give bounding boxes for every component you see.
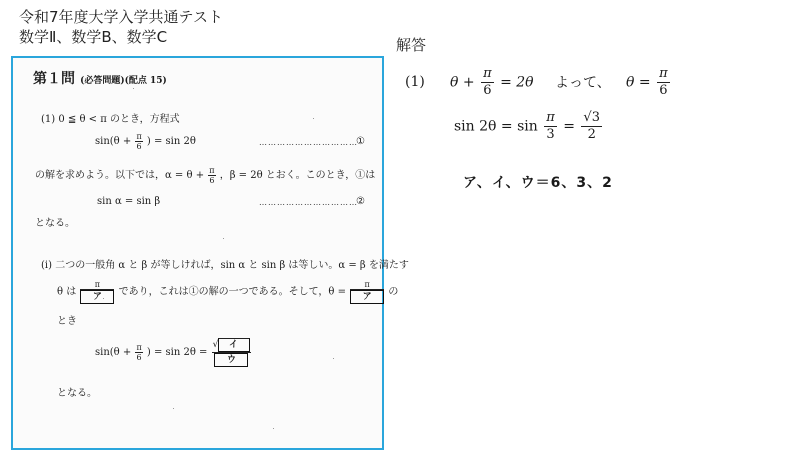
solution-line-1 [450,66,534,99]
subpart-i-line2 [57,280,398,304]
question-heading [33,68,167,88]
eq1-left: sin(θ + [95,136,132,147]
eq3-answer-fraction [212,338,252,367]
part1-text: 0 ≦ θ < π のとき，方程式 [58,114,180,125]
subpart-i-text: 二つの一般角 α と β が等しければ，sin α と sin β は等しい。α = β を満たす [55,260,409,271]
eq3-answer-num: √ イ [212,338,252,353]
eq3-frac-num: π [136,343,142,352]
sol-l1-b: = 2θ [500,74,534,91]
scan-speckle [223,238,224,239]
sol-l2-a: sin 2θ = sin [454,118,538,135]
eq3-frac-den: 6 [136,353,142,362]
answer-box-a: ア [80,290,114,304]
subpart-i-label: (i) [41,260,53,271]
scan-speckle [103,298,104,299]
scan-speckle [273,428,274,429]
eq3-mid: ) = sin 2θ = [146,347,208,358]
equation-3 [95,338,252,367]
eq1-right: ) = sin 2θ [146,136,196,147]
para2-b: ，β = 2θ とおく。このとき，①は [219,170,376,181]
sol-l1-six: 6 [483,83,492,98]
sol-theta-six: 6 [659,83,668,98]
sol-l2-fraction [544,110,557,143]
answer-fraction-a2 [350,280,384,304]
eq2-marker: ② [356,196,365,207]
eq3-left: sin(θ + [95,347,132,358]
frac-a1-den [80,290,114,304]
sol-l2-eq: = [563,118,575,135]
sol-l2-three: 3 [546,127,555,142]
answer-box-u: ウ [214,353,248,367]
leader-dots-2: …………………………… [259,198,358,207]
equation-1 [95,132,196,151]
frac-a1-num: π [80,280,114,290]
para2-a: の解を求めよう。以下では，α = θ + [35,170,205,181]
sol-l2-two: 2 [587,127,596,142]
solution-line-2 [454,110,604,143]
answer-box-i: イ [218,338,250,352]
scan-speckle [173,408,174,409]
sol-l1-c: θ = [626,74,651,91]
sol-l2-pi: π [546,110,555,125]
equation-2: sin α = sin β [97,196,161,207]
eq3-fraction [135,343,142,362]
eq1-marker: ① [356,136,365,147]
answer-fraction-a1 [80,280,114,304]
question-title: 第１問 [33,71,75,87]
toki: とき [57,316,77,327]
sol-yotte: よって、 [555,75,611,91]
eq1-frac-num: π [136,132,142,141]
frac-a2-num: π [350,280,384,290]
naru-2: となる。 [57,388,97,399]
exam-scan-panel [11,56,409,450]
i-line2-c: の [388,286,399,298]
i-line2-b: であり，これは①の解の一つである。そして，θ = [118,286,346,298]
part1-line [41,110,180,125]
question-note: (必答問題)(配点 15) [80,76,167,86]
eq1-frac-den: 6 [136,142,142,151]
paragraph-2 [35,166,375,185]
scan-speckle [313,118,314,119]
i-line2-a: θ は [57,286,77,298]
sol-l1-a: θ + [450,74,475,91]
scan-speckle [133,88,134,89]
sol-l2-sqrt3: √3 [583,110,600,125]
sol-l2-result-fraction [581,110,602,143]
sol-l1-pi: π [483,66,492,81]
solution-theta-result [626,66,672,99]
document-header [19,7,223,47]
alpha-frac-den: 6 [209,176,215,185]
answer-box-a-2: ア [350,290,384,304]
solution-label: (1) [405,74,425,90]
part1-label: (1) [41,114,56,125]
leader-dots-1: …………………………… [259,138,358,147]
sol-theta-fraction [657,66,670,99]
sol-l1-fraction [481,66,494,99]
alpha-frac-num: π [209,166,215,175]
frac-a2-den [350,290,384,304]
subpart-i [41,256,409,271]
sol-theta-pi: π [659,66,668,81]
eq3-answer-den [212,353,252,367]
alpha-fraction [208,166,215,185]
exam-subject: 数学Ⅱ、数学B、数学C [19,28,168,46]
scan-speckle [333,358,334,359]
naru-1: となる。 [35,218,75,229]
eq1-fraction [135,132,142,151]
answer-title: 解答 [396,36,427,54]
exam-title: 令和7年度大学入学共通テスト [19,8,223,26]
final-answer: ア、イ、ウ＝6、3、2 [463,175,613,191]
